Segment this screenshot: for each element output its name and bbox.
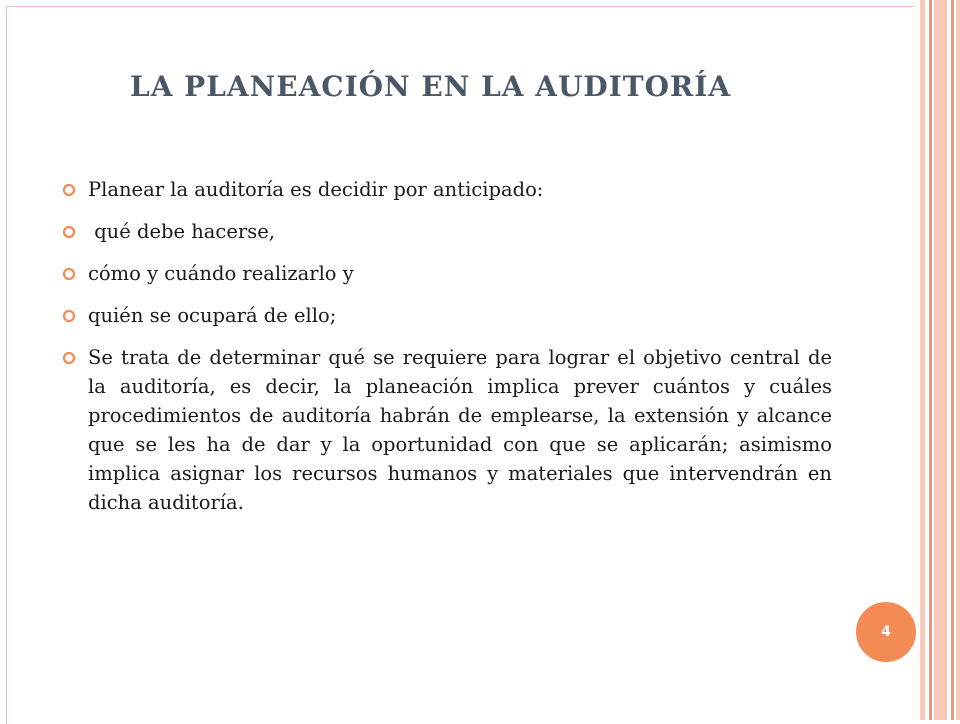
circle-bullet-icon — [62, 351, 76, 365]
slide-title: LA PLANEACIÓN EN LA AUDITORÍA — [130, 70, 732, 103]
circle-bullet-icon — [62, 183, 76, 197]
page-number: 4 — [881, 624, 891, 640]
bullet-text: Planear la auditoría es decidir por anticipado: — [88, 178, 544, 201]
bullet-item — [62, 259, 832, 288]
bullet-item — [62, 301, 832, 330]
bullet-item — [62, 343, 832, 517]
stripe — [956, 0, 960, 720]
circle-bullet-icon — [62, 225, 76, 239]
circle-bullet-icon — [62, 309, 76, 323]
stripe — [934, 0, 947, 720]
stripe — [920, 0, 925, 720]
bullet-item — [62, 217, 832, 246]
bullet-list — [62, 175, 832, 530]
stripe — [951, 0, 954, 720]
page-number-badge — [856, 602, 916, 662]
bullet-text: qué debe hacerse, — [88, 220, 275, 243]
circle-bullet-icon — [62, 267, 76, 281]
bullet-text: quién se ocupará de ello; — [88, 304, 337, 327]
bullet-text: Se trata de determinar qué se requiere para lograr el objetivo central de la auditoría, es decir, la planeación implica prever cuántos y cuáles procedimientos de auditoría habrán de emplearse, la extensión y alcance que se les ha de dar y la oportunidad con que se aplicarán; asimismo implica asignar los recursos humanos y materiales que intervendrán en dicha auditoría. — [88, 346, 832, 514]
stripe — [929, 0, 932, 720]
bullet-item — [62, 175, 832, 204]
bullet-text: cómo y cuándo realizarlo y — [88, 262, 354, 285]
decorative-stripes — [920, 0, 960, 720]
